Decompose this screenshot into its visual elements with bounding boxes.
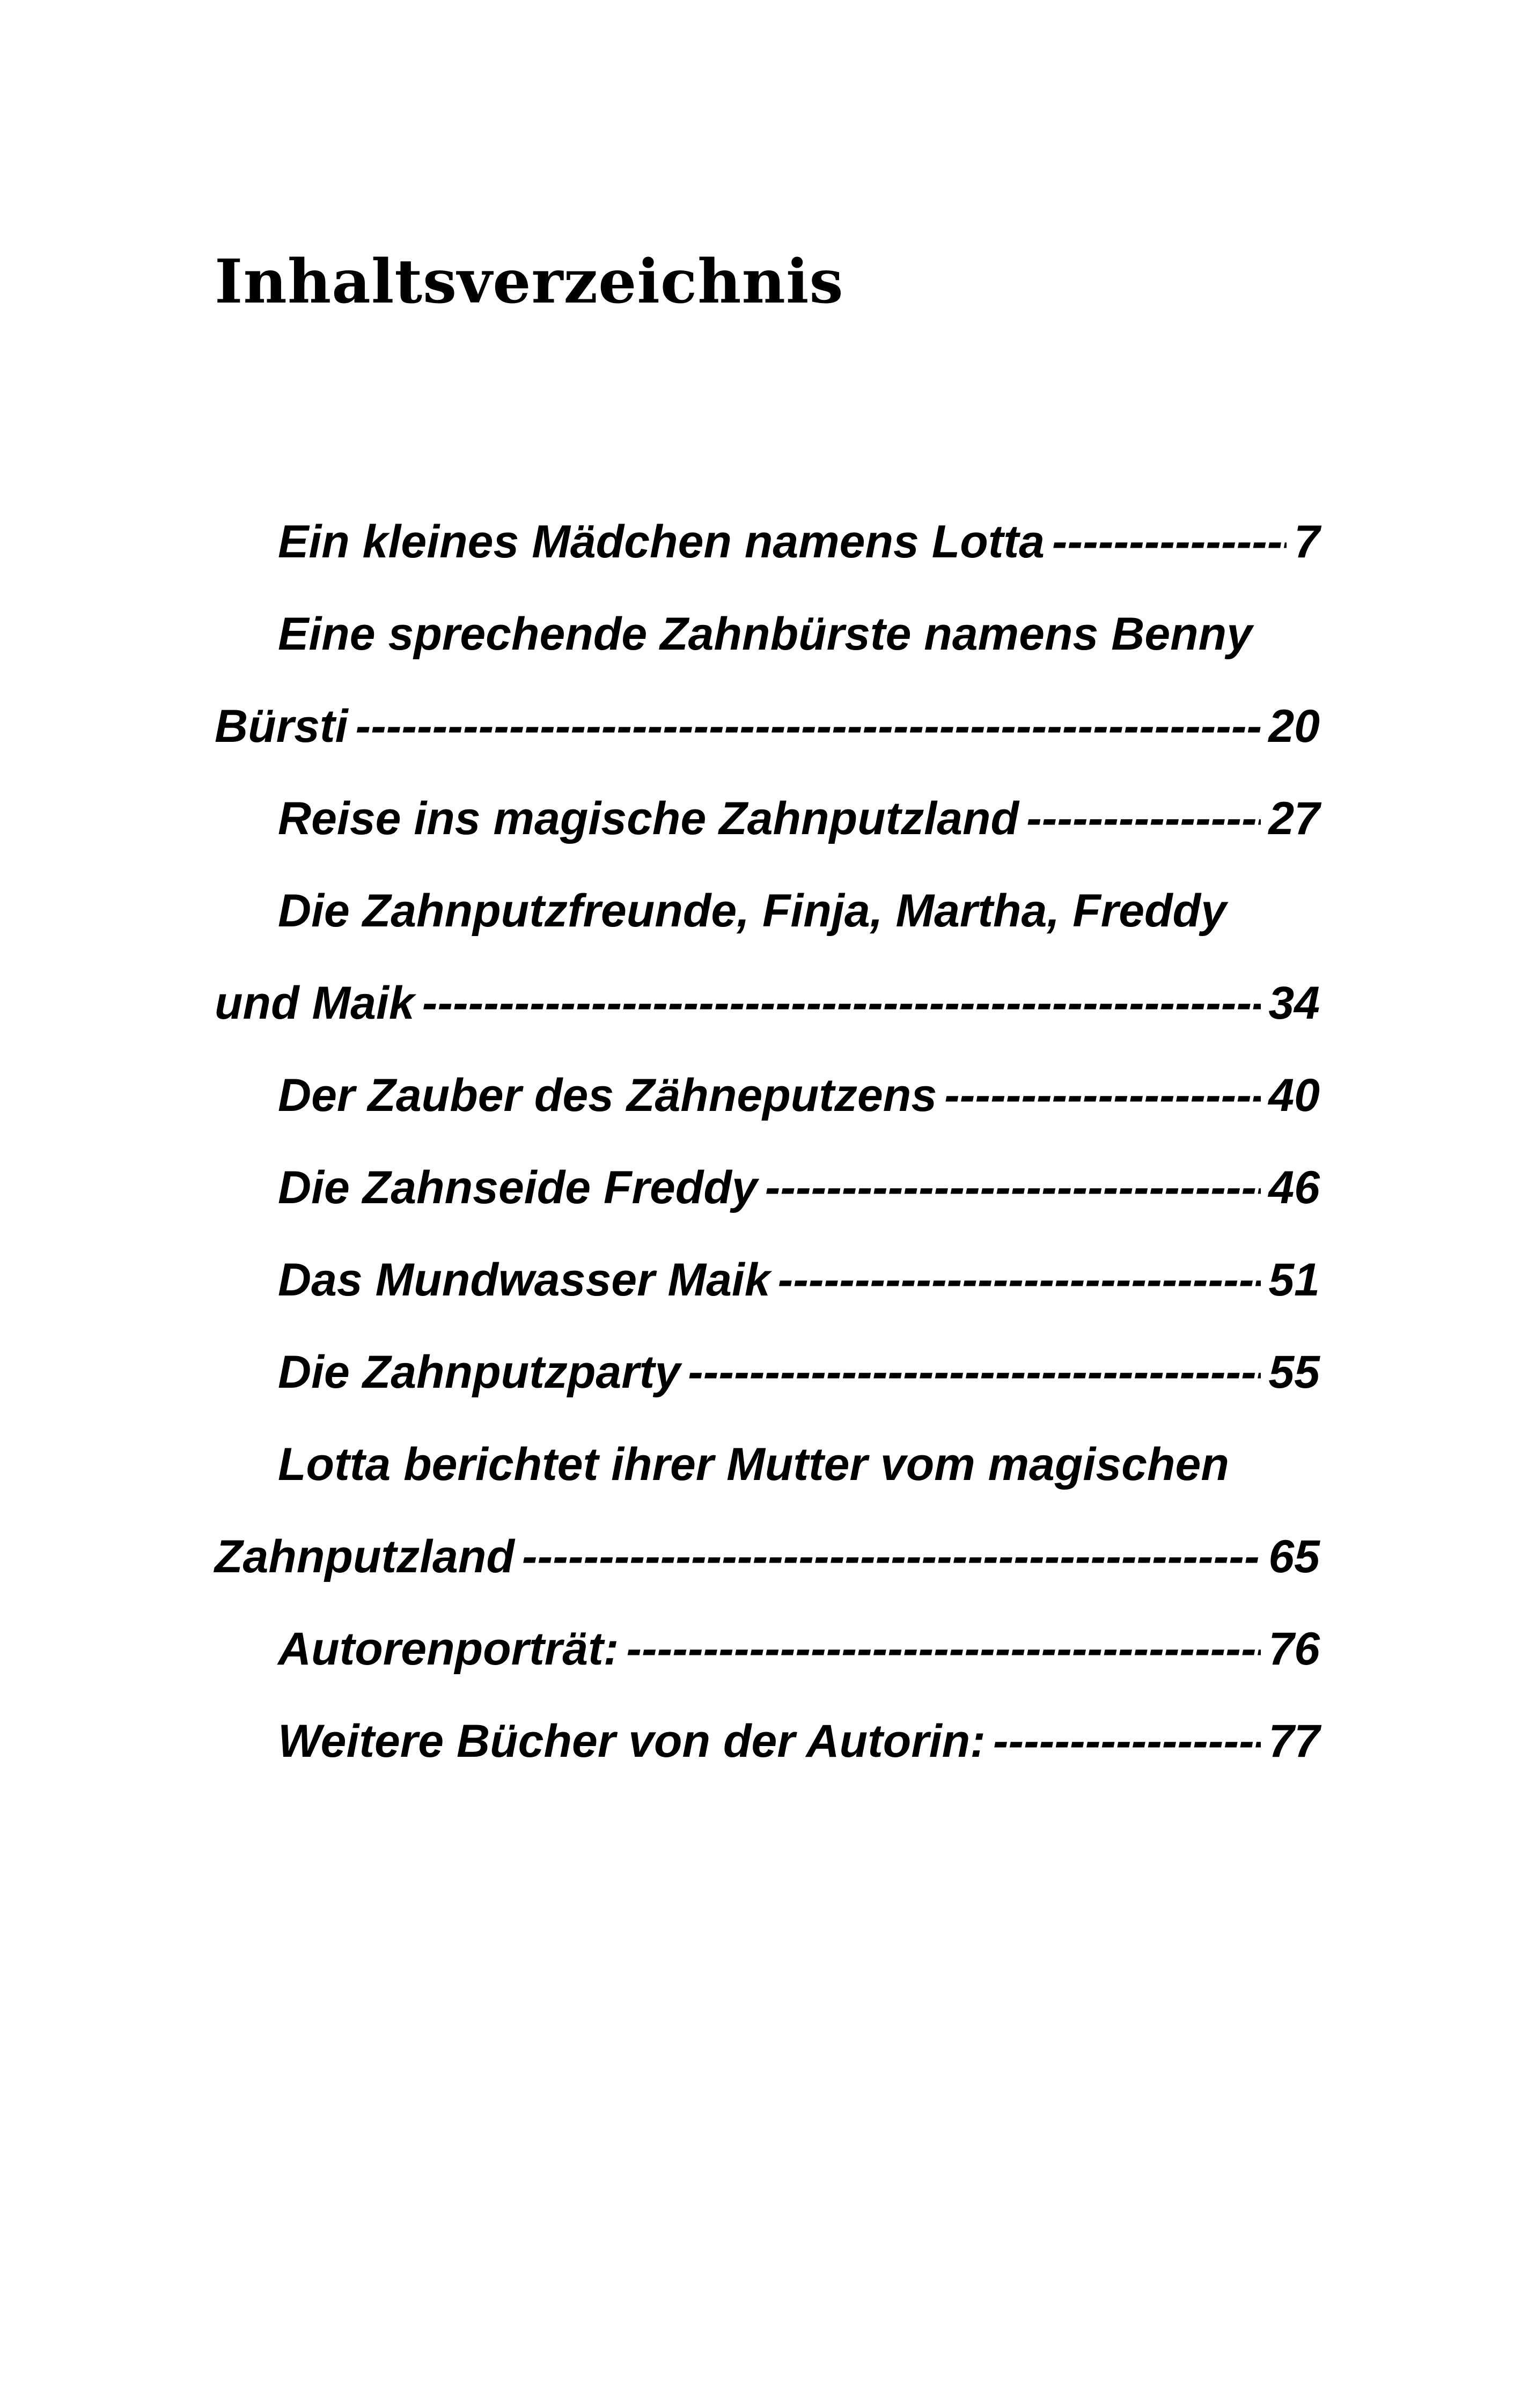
toc-entry-title: Lotta berichtet ihrer Mutter vom magischen [278,1439,1229,1490]
toc-entry-line [215,680,1320,772]
toc-entry[interactable] [215,772,1320,865]
toc-page-number: 51 [1268,1254,1320,1306]
toc-entry-line [215,865,1320,957]
toc-page-number: 34 [1268,977,1320,1029]
toc-entry-title-continued: Bürsti [215,701,348,752]
toc-entry-line [215,1603,1320,1695]
toc-entry[interactable] [215,1142,1320,1234]
toc-page-number: 7 [1294,516,1320,568]
toc-entry[interactable] [215,1234,1320,1326]
toc-page-number: 76 [1268,1623,1320,1675]
toc-entry-line [215,957,1320,1049]
toc-leader [993,1695,1261,1787]
toc-entry[interactable] [215,1695,1320,1787]
toc-leader [944,1049,1261,1142]
toc-entry-line [215,588,1320,680]
toc-page-number: 77 [1268,1715,1320,1767]
toc-entry-line [215,1511,1320,1603]
toc-page-number: 40 [1268,1070,1320,1121]
toc-entry-line [215,1326,1320,1418]
toc-leader [522,1511,1261,1603]
toc-entry-line [215,496,1320,588]
toc-entry-title: Die Zahnseide Freddy [278,1162,758,1213]
toc-entry-line [215,772,1320,865]
page-title: Inhaltsverzeichnis [215,247,844,317]
toc-entry[interactable] [215,865,1320,1049]
toc-entry[interactable] [215,1418,1320,1603]
toc-entry-line [215,1234,1320,1326]
toc-page-number: 65 [1268,1531,1320,1582]
toc-entry-title: Die Zahnputzparty [278,1346,681,1398]
toc-leader [765,1142,1261,1234]
toc-entry-title: Das Mundwasser Maik [278,1254,770,1306]
toc-leader [355,680,1261,772]
toc-leader [778,1234,1261,1326]
toc-entry[interactable] [215,1049,1320,1142]
toc-entry[interactable] [215,496,1320,588]
toc-entry[interactable] [215,588,1320,772]
toc-entry-title: Weitere Bücher von der Autorin: [278,1715,986,1767]
toc-entry-line [215,1142,1320,1234]
toc-entry-line [215,1695,1320,1787]
table-of-contents [215,496,1320,1787]
toc-leader [422,957,1261,1049]
toc-page-number: 46 [1268,1162,1320,1213]
toc-entry-title-continued: und Maik [215,977,415,1029]
toc-page-number: 20 [1268,701,1320,752]
toc-leader [1052,496,1287,588]
toc-entry-title: Der Zauber des Zähneputzens [278,1070,937,1121]
toc-entry-title: Ein kleines Mädchen namens Lotta [278,516,1045,568]
toc-entry[interactable] [215,1603,1320,1695]
toc-entry-title-continued: Zahnputzland [215,1531,515,1582]
toc-entry[interactable] [215,1326,1320,1418]
toc-entry-line [215,1049,1320,1142]
toc-leader [1026,772,1261,865]
toc-entry-line [215,1418,1320,1511]
toc-leader [626,1603,1261,1695]
toc-entry-title: Die Zahnputzfreunde, Finja, Martha, Freddy [278,885,1226,937]
toc-entry-title: Eine sprechende Zahnbürste namens Benny [278,608,1253,660]
toc-leader [688,1326,1261,1418]
toc-page-number: 55 [1268,1346,1320,1398]
toc-page-number: 27 [1268,793,1320,844]
toc-entry-title: Autorenporträt: [278,1623,619,1675]
toc-entry-title: Reise ins magische Zahnputzland [278,793,1019,844]
